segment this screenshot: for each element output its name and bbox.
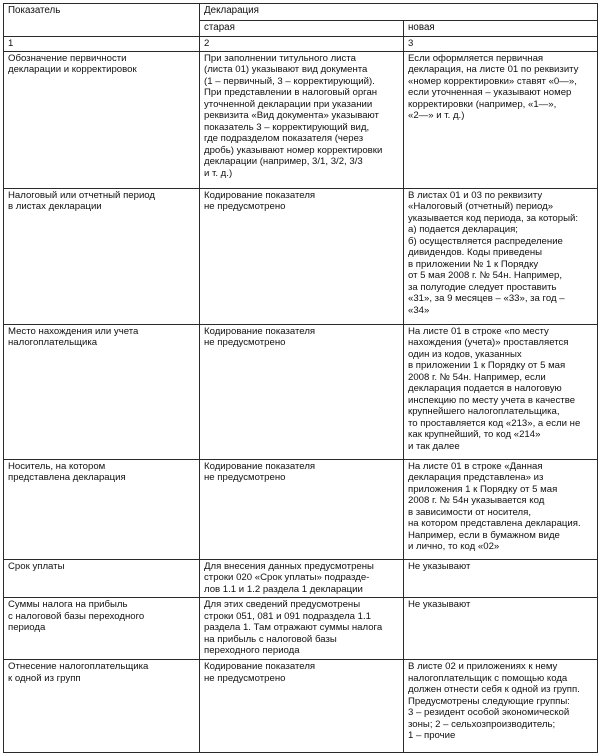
row-old-value: Кодирование показателя не предусмотрено — [200, 660, 404, 753]
row-indicator: Носитель, на котором представлена декларация — [4, 459, 200, 559]
row-old-value: Для этих сведений предусмотрены строки 051, 081 и 091 подраздела 1.1 раздела 1. Там отражают суммы налога на прибыль с налоговой базы переходного периода — [200, 598, 404, 660]
row-indicator: Обозначение первичности декларации и корректировок — [4, 51, 200, 188]
row-indicator: Налоговый или отчетный период в листах декларации — [4, 188, 200, 324]
row-old-value: Кодирование показателя не предусмотрено — [200, 188, 404, 324]
header-declaration: Декларация — [200, 4, 598, 21]
row-new-value: В листе 02 и приложениях к нему налогоплательщик с помощью кода должен отнести себя к одной из групп. Предусмотрены следующие группы: 3 – резидент особой экономической зоны; 2 – сельхозпроизводитель; 1 – прочие — [404, 660, 598, 753]
row-old-value: При заполнении титульного листа (листа 01) указывают вид документа (1 – первичный, 3 – корректирующий). При представлении в налоговый орган уточненной декларации при указании реквизита «Вид документа» указывают показатель 3 – корректирующий вид, где подразделом показателя (через дробь) указывают номер корректировки декларации (например, 3/1, 3/2, 3/3 и т. д.) — [200, 51, 404, 188]
table-row — [4, 51, 598, 188]
row-new-value: Не указывают — [404, 559, 598, 598]
row-new-value: На листе 01 в строке «по месту нахождения (учета)» проставляется один из кодов, указанных в приложении 1 к Порядку от 5 мая 2008 г. № 54н. Например, если декларация подается в налоговую инспекцию по месту учета в качестве крупнейшего налогоплательщика, то проставляется код «213», а если не как крупнейший, то код «214» и так далее — [404, 324, 598, 459]
row-old-value: Для внесения данных предусмотрены строки 020 «Срок уплаты» подразде- лов 1.1 и 1.2 раздела 1 декларации — [200, 559, 404, 598]
row-new-value: Не указывают — [404, 598, 598, 660]
column-number-1: 1 — [4, 36, 200, 51]
column-number-2: 2 — [200, 36, 404, 51]
row-indicator: Срок уплаты — [4, 559, 200, 598]
row-new-value: На листе 01 в строке «Данная декларация представлена» из приложения 1 к Порядку от 5 мая 2008 г. № 54н указывается код в зависимости от носителя, на котором представлена декларация. Например, если в бумажном виде и лично, то код «02» — [404, 459, 598, 559]
row-old-value: Кодирование показателя не предусмотрено — [200, 324, 404, 459]
table-row — [4, 559, 598, 598]
header-new: новая — [404, 21, 598, 37]
row-new-value: В листах 01 и 03 по реквизиту «Налоговый (отчетный) период» указывается код периода, за который: а) подается декларация; б) осуществляется распределение дивидендов. Коды приведены в приложении № 1 к Порядку от 5 мая 2008 г. № 54н. Например, за полугодие следует проставить «31», за 9 месяцев – «33», за год – «34» — [404, 188, 598, 324]
header-indicator: Показатель — [4, 4, 200, 37]
table-row — [4, 598, 598, 660]
row-indicator: Суммы налога на прибыль с налоговой базы переходного периода — [4, 598, 200, 660]
table-header-row — [4, 4, 598, 21]
table-row — [4, 324, 598, 459]
row-new-value: Если оформляется первичная декларация, на листе 01 по реквизиту «номер корректировки» ставят «0—», если уточненная – указывают номер корректировки (например, «1—», «2—» и т. д.) — [404, 51, 598, 188]
column-number-row — [4, 36, 598, 51]
table-row — [4, 188, 598, 324]
column-number-3: 3 — [404, 36, 598, 51]
table-row — [4, 459, 598, 559]
row-old-value: Кодирование показателя не предусмотрено — [200, 459, 404, 559]
document-page — [3, 3, 597, 741]
row-indicator: Отнесение налогоплательщика к одной из групп — [4, 660, 200, 753]
declaration-comparison-table — [3, 3, 598, 753]
row-indicator: Место нахождения или учета налогоплательщика — [4, 324, 200, 459]
header-old: старая — [200, 21, 404, 37]
